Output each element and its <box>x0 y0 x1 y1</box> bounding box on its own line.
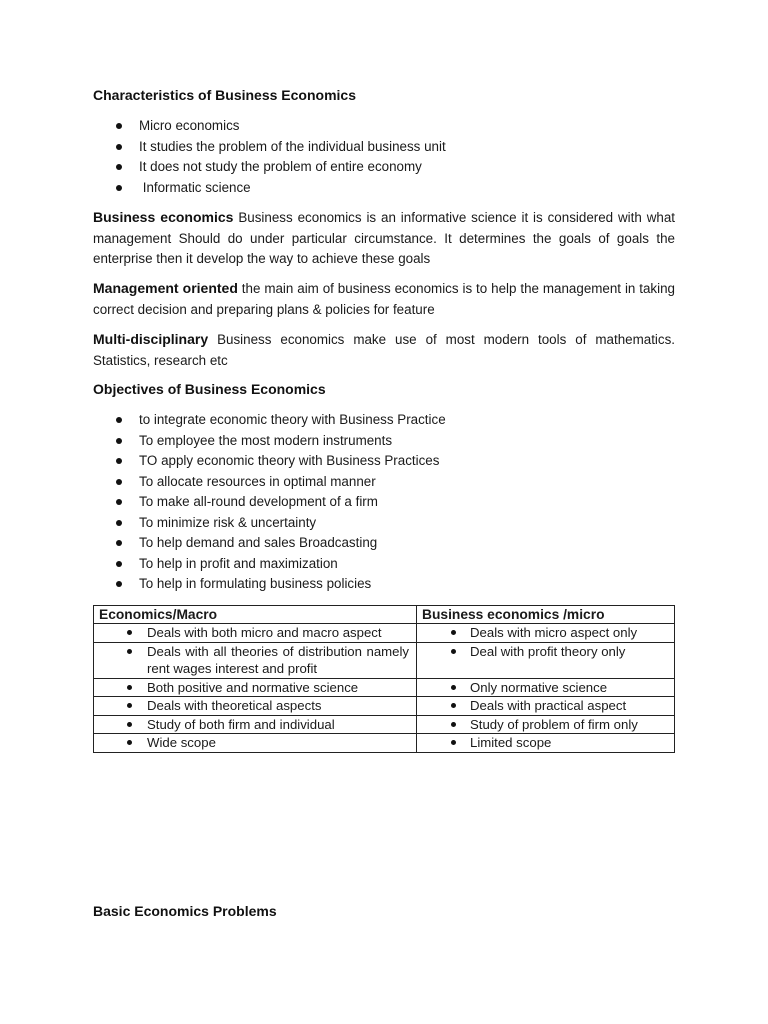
bullet-icon <box>116 540 122 546</box>
table-row <box>94 642 675 678</box>
bullet-icon <box>116 561 122 567</box>
objectives-list <box>93 410 675 595</box>
bullet-icon <box>451 685 456 690</box>
bullet-icon <box>127 685 132 690</box>
management-oriented-paragraph <box>93 278 675 320</box>
list-item: To make all-round development of a firm <box>93 492 675 513</box>
bullet-icon <box>116 581 122 587</box>
objectives-heading: Objectives of Business Economics <box>93 381 326 397</box>
paragraph-term: Business economics <box>93 209 234 225</box>
multi-disciplinary-paragraph <box>93 329 675 371</box>
bullet-icon <box>451 722 456 727</box>
table-row <box>94 715 675 734</box>
table-cell: Study of both firm and individual <box>94 715 417 734</box>
table-row <box>94 734 675 753</box>
bullet-icon <box>116 479 122 485</box>
bullet-icon <box>116 164 122 170</box>
table-cell: Deals with practical aspect <box>417 697 675 716</box>
list-item: TO apply economic theory with Business Practices <box>93 451 675 472</box>
bullet-icon <box>451 703 456 708</box>
paragraph-text: Business economics is an informative science it is considered with what management Should do under particular circumstance. It determines the goals of goals the enterprise then it develop the way to achieve these goals <box>93 210 675 266</box>
table-cell: Deals with micro aspect only <box>417 624 675 643</box>
characteristics-heading: Characteristics of Business Economics <box>93 87 356 103</box>
table-cell: Deals with all theories of distribution namely rent wages interest and profit <box>94 642 417 678</box>
bullet-icon <box>116 144 122 150</box>
bullet-icon <box>127 630 132 635</box>
list-item: Informatic science <box>93 178 675 199</box>
business-economics-paragraph <box>93 207 675 270</box>
table-cell: Only normative science <box>417 678 675 697</box>
bullet-icon <box>451 649 456 654</box>
bullet-icon <box>451 630 456 635</box>
bullet-icon <box>127 740 132 745</box>
column-header-micro: Business economics /micro <box>417 606 675 624</box>
table-cell: Deals with theoretical aspects <box>94 697 417 716</box>
table-cell: Study of problem of firm only <box>417 715 675 734</box>
bullet-icon <box>451 740 456 745</box>
bullet-icon <box>116 438 122 444</box>
table-row <box>94 678 675 697</box>
paragraph-term: Management oriented <box>93 280 238 296</box>
bullet-icon <box>116 417 122 423</box>
basic-problems-heading: Basic Economics Problems <box>93 903 277 919</box>
bullet-icon <box>127 649 132 654</box>
list-item: To employee the most modern instruments <box>93 431 675 452</box>
list-item: To help in profit and maximization <box>93 554 675 575</box>
table-cell: Deal with profit theory only <box>417 642 675 678</box>
table-cell: Wide scope <box>94 734 417 753</box>
bullet-icon <box>127 722 132 727</box>
list-item: To help demand and sales Broadcasting <box>93 533 675 554</box>
table-row <box>94 697 675 716</box>
list-item: It studies the problem of the individual business unit <box>93 137 675 158</box>
table-cell: Both positive and normative science <box>94 678 417 697</box>
table-cell: Limited scope <box>417 734 675 753</box>
paragraph-text: Business economics make use of most modern tools of mathematics. Statistics, research etc <box>93 332 675 368</box>
bullet-icon <box>116 123 122 129</box>
paragraph-term: Multi-disciplinary <box>93 331 209 347</box>
list-item: Micro economics <box>93 116 675 137</box>
characteristics-list <box>93 116 675 198</box>
list-item: To allocate resources in optimal manner <box>93 472 675 493</box>
list-item: To help in formulating business policies <box>93 574 675 595</box>
comparison-table <box>93 605 675 753</box>
table-cell: Deals with both micro and macro aspect <box>94 624 417 643</box>
bullet-icon <box>116 458 122 464</box>
table-header-row <box>94 606 675 624</box>
paragraph-text: the main aim of business economics is to help the management in taking correct decision and preparing plans & policies for feature <box>93 281 675 317</box>
bullet-icon <box>116 185 122 191</box>
bullet-icon <box>116 499 122 505</box>
bullet-icon <box>116 520 122 526</box>
bullet-icon <box>127 703 132 708</box>
list-item: to integrate economic theory with Business Practice <box>93 410 675 431</box>
table-row <box>94 624 675 643</box>
column-header-macro: Economics/Macro <box>94 606 417 624</box>
list-item: To minimize risk & uncertainty <box>93 513 675 534</box>
list-item: It does not study the problem of entire economy <box>93 157 675 178</box>
